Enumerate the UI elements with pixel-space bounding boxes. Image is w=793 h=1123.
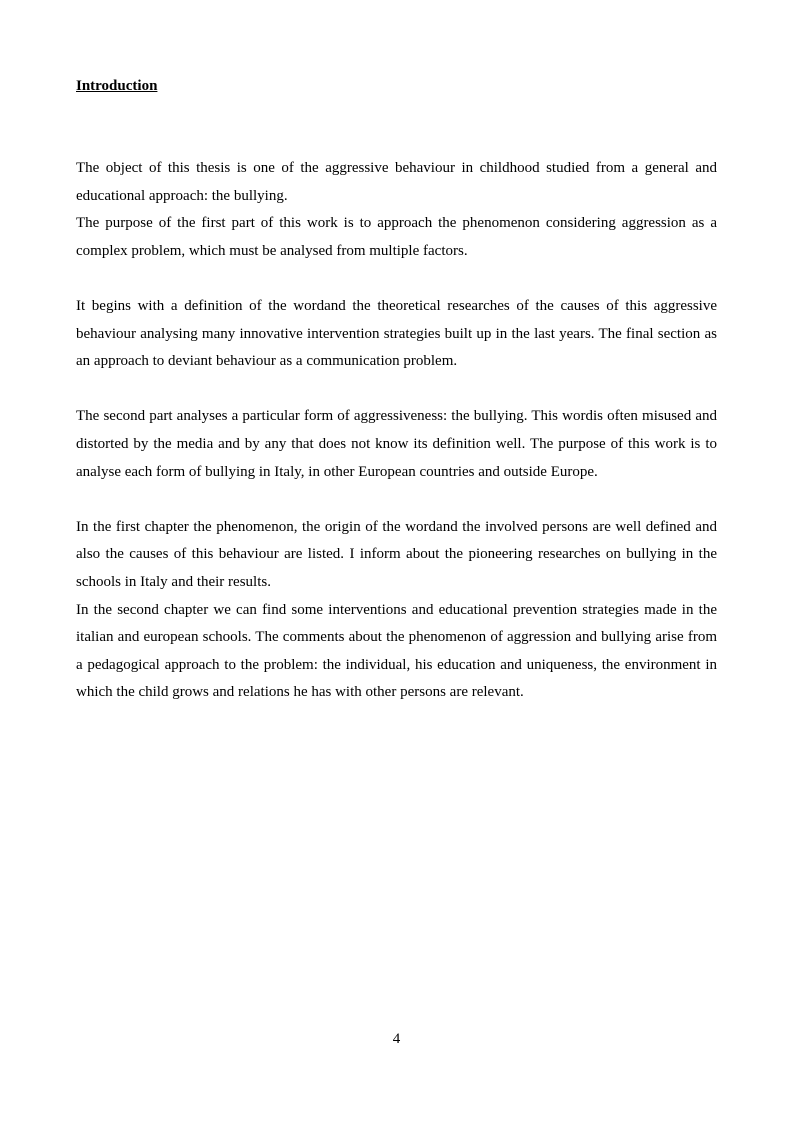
body-text bbox=[76, 155, 717, 707]
paragraph: In the first chapter the phenomenon, the origin of the wordand the involved persons are well defined and also the causes of this behaviour are listed. I inform about the pioneering researches on bullying in the schools in Italy and their results. bbox=[76, 518, 717, 590]
paragraph: The object of this thesis is one of the aggressive behaviour in childhood studied from a general and educational approach: the bullying. bbox=[76, 160, 717, 204]
paragraph-spacer bbox=[76, 486, 717, 514]
paragraph: In the second chapter we can find some interventions and educational prevention strategies made in the italian and european schools. The comments about the phenomenon of aggression and bullying arise from a pedagogical approach to the problem: the individual, his education and uniqueness, the environment in which the child grows and relations he has with other persons are relevant. bbox=[76, 601, 717, 701]
section-heading: Introduction bbox=[76, 78, 158, 94]
paragraph-spacer bbox=[76, 376, 717, 404]
paragraph: The purpose of the first part of this work is to approach the phenomenon considering aggression as a complex problem, which must be analysed from multiple factors. bbox=[76, 215, 717, 259]
paragraph: It begins with a definition of the wordand the theoretical researches of the causes of this aggressive behaviour analysing many innovative intervention strategies built up in the last years. The final section as an approach to deviant behaviour as a communication problem. bbox=[76, 297, 717, 370]
paragraph-spacer bbox=[76, 265, 717, 293]
paragraph: The second part analyses a particular form of aggressiveness: the bullying. This wordis often misused and distorted by the media and by any that does not know its definition well. The purpose of this work is to analyse each form of bullying in Italy, in other European countries and outside Europe. bbox=[76, 408, 717, 480]
page-number: 4 bbox=[392, 1031, 401, 1047]
